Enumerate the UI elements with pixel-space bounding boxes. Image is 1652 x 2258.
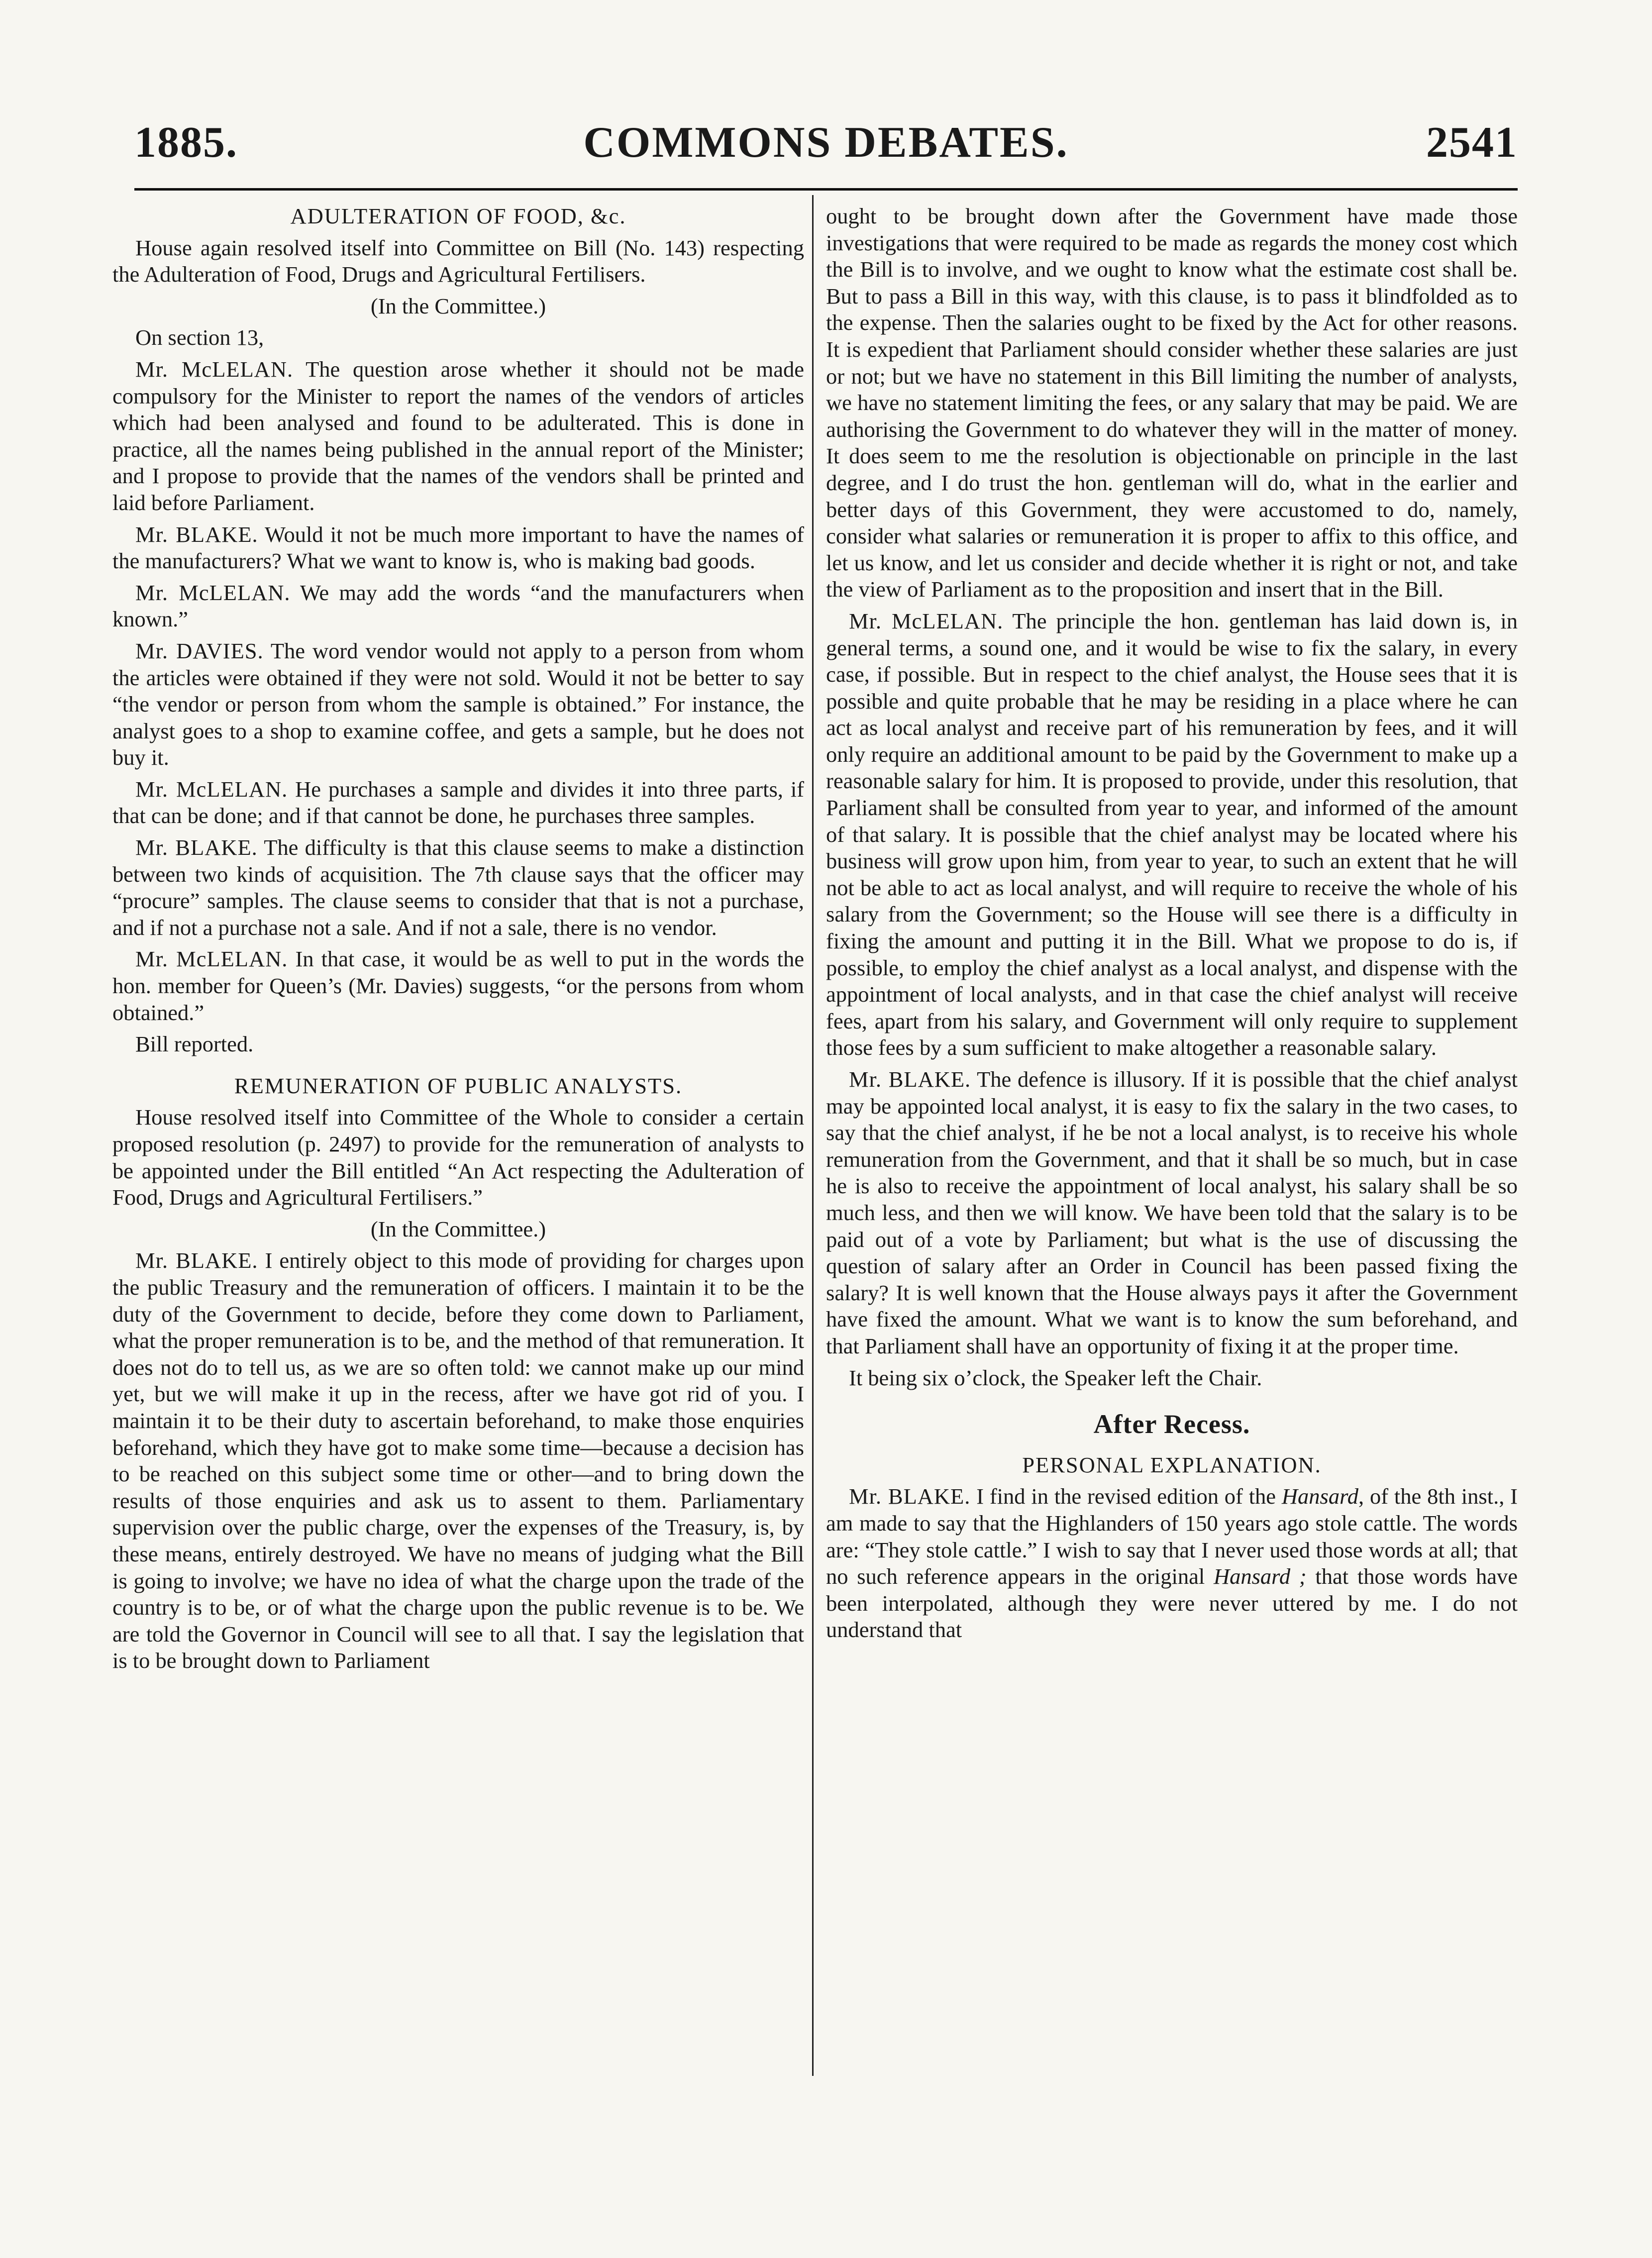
speech-text: , of the 8th inst., I am made to say that the Highlanders of 150 years ago stole cattle. The words are: “They stole cattle.” I wish to say that I never used those words at all; that no such reference appears in the original — [826, 1484, 1518, 1589]
speaker-name: Mr. McLELAN. — [135, 776, 288, 802]
speech — [112, 1247, 804, 1674]
speech-text: The difficulty is that this clause seems to make a distinction between two kinds of acquisition. The 7th clause says that the officer may “procure” samples. The clause seems to consider that that is not a purchase, and if not a purchase not a sale. And if not a sale, there is no vendor. — [112, 835, 805, 940]
speaker-left-chair: It being six o’clock, the Speaker left the Chair. — [849, 1365, 1262, 1390]
committee-note: (In the Committee.) — [370, 293, 546, 318]
speech-text: The defence is illusory. If it is possible that the chief analyst may be appointed local analyst, it is easy to fix the salary in the two cases, to say that the chief analyst, if he be not a local analyst, is to receive his whole remuneration from the Government, and that it shall be so much, but in case he is also to receive the appointment of local analyst, his salary shall be so much less, and then we will know. We have been told that the salary is to be paid out of a vote by Parliament; but what is the use of discussing the question of salary after an Order in Council has been passed fixing the salary? It is well known that the House always pays it after the Government have fixed the amount. What we want is to know the sum beforehand, and that Parliament shall have an opportunity of fixing it at the proper time. — [826, 1067, 1518, 1358]
speaker-name: Mr. BLAKE. — [135, 521, 258, 547]
speech-text: I entirely object to this mode of providing for charges upon the public Treasury and the remuneration of officers. I maintain it to be the duty of the Government to decide, before they come down to Parliament, what the proper remuneration is to be, and the method of that remuneration. It does not do to tell us, as we are so often told: we cannot make up our mind yet, but we will make it up in the recess, after we have got rid of you. I maintain it to be their duty to ascertain beforehand, to make those enquiries beforehand, which they have got to make some time—because a decision has to be reached on this subject some time or other—and to bring down the results of those enquiries and ask us to assent to them. Parliamentary supervision over the public charge, over the expenses of the Treasury, is, by these means, entirely destroyed. We have no means of judging what the Bill is going to involve; we have no idea of what the charge upon the trade of the country is to be, or of what the charge upon the public revenue is to be. We are told the Governor in Council will see to all that. I say the legislation that is to be brought down to Parliament — [112, 1248, 804, 1673]
speaker-name: Mr. McLELAN. — [849, 608, 1004, 633]
speech-text: that those words have been interpolated, although they were never uttered by me. I do not understand that — [826, 1564, 1518, 1642]
speech-text: I find in the revised edition of the — [976, 1484, 1282, 1509]
header-rule — [134, 188, 1518, 191]
speech-text: We may add the words “and the manufacturers when known.” — [112, 580, 804, 632]
speech — [826, 1066, 1518, 1360]
speech — [112, 580, 804, 633]
speech-text: The principle the hon. gentleman has laid down is, in general terms, a sound one, and it would be wise to fix the salary, in every case, if possible. But in respect to the chief analyst, the House sees that it is possible and quite probable that he may be residing in a place where he can act as local analyst and receive part of his remuneration by fees, and it will only require an additional amount to be paid by the Government to make up a reasonable salary for him. It is proposed to provide, under this resolution, that Parliament shall be consulted from year to year, and informed of the amount of that salary. It is possible that the chief analyst may be located where his business will grow upon him, from year to year, to such an extent that he will not be able to act as local analyst, and will require to receive the whole of his salary from the Government; so the House will see there is a difficulty in fixing the amount and putting it in the Bill. What we propose to do is, if possible, to employ the chief analyst as a local analyst, and dispense with the appointment of local analysts, and in that case the chief analyst will receive fees, apart from his salary, and Government will only require to supplement those fees by a sum sufficient to make altogether a reasonable salary. — [826, 608, 1518, 1060]
speech — [112, 946, 804, 1026]
left-column — [112, 203, 804, 1679]
remuneration-intro: House resolved itself into Committee of the Whole to consider a certain proposed resolution (p. 2497) to provide for the remuneration of analysts to be appointed under the Bill entitled “An Act respecting the Adulteration of Food, Drugs and Agricultural Fertilisers.” — [112, 1105, 804, 1210]
speaker-name: Mr. McLELAN. — [135, 580, 291, 605]
section-heading-personal-explanation: PERSONAL EXPLANATION. — [1022, 1452, 1322, 1477]
committee-note: (In the Committee.) — [370, 1216, 546, 1241]
section-heading-adulteration: ADULTERATION OF FOOD, &c. — [290, 204, 626, 228]
header-year: 1885. — [134, 118, 238, 167]
header-page-number: 2541 — [1426, 118, 1518, 167]
hansard-italic: Hansard ; — [1213, 1564, 1307, 1589]
hansard-italic: Hansard — [1281, 1484, 1359, 1509]
speech — [112, 776, 804, 829]
speech — [112, 356, 804, 516]
speech — [112, 638, 804, 771]
header-title: COMMONS DEBATES. — [583, 118, 1069, 167]
speaker-name: Mr. BLAKE. — [849, 1484, 971, 1509]
speech-text: The question arose whether it should not be made compulsory for the Minister to report the names of the vendors of articles which had been analysed and found to be adulterated. This is done in practice, all the names being published in the annual report of the Minister; and I propose to provide that the names of the vendors shall be printed and laid before Parliament. — [112, 356, 804, 515]
speech — [826, 1483, 1518, 1643]
speech-text: In that case, it would be as well to put in the words the hon. member for Queen’s (Mr. Davies) suggests, “or the persons from whom obtained.” — [112, 946, 805, 1025]
column-divider — [812, 195, 814, 2076]
speech — [112, 834, 804, 941]
speaker-name: Mr. DAVIES. — [135, 638, 264, 663]
speaker-name: Mr. BLAKE. — [849, 1067, 971, 1092]
speech — [826, 608, 1518, 1061]
right-column — [826, 203, 1518, 1648]
section-note: On section 13, — [135, 325, 264, 350]
section-heading-remuneration: REMUNERATION OF PUBLIC ANALYSTS. — [234, 1073, 683, 1098]
adulteration-intro: House again resolved itself into Committee on Bill (No. 143) respecting the Adulteration of Food, Drugs and Agricultural Fertilisers. — [112, 235, 804, 287]
speech-text: Would it not be much more important to have the names of the manufacturers? What we want to know is, who is making bad goods. — [112, 521, 805, 574]
speech — [112, 521, 804, 575]
speaker-name: Mr. BLAKE. — [135, 835, 258, 860]
after-recess-heading: After Recess. — [1093, 1409, 1250, 1439]
speaker-name: Mr. McLELAN. — [135, 946, 288, 972]
speech-text: The word vendor would not apply to a person from whom the articles were obtained if they were not sold. Would it not be better to say “the vendor or person from whom the sample is obtained.” For instance, the analyst goes to a shop to examine coffee, and gets a sample, but he does not buy it. — [112, 638, 804, 770]
speech-text: He purchases a sample and divides it into three parts, if that can be done; and if that cannot be done, he purchases three samples. — [112, 776, 805, 828]
speaker-name: Mr. McLELAN. — [135, 356, 294, 382]
speaker-name: Mr. BLAKE. — [135, 1248, 258, 1273]
bill-reported: Bill reported. — [135, 1031, 254, 1057]
speech-continuation: ought to be brought down after the Government have made those investigations that were required to be made as regards the money cost which the Bill is to involve, and we ought to know what the estimate cost shall be. But to pass a Bill in this way, with this clause, is to pass it blindfolded as to the expense. Then the salaries ought to be fixed by the Act for other reasons. It is expedient that Parliament should consider whether these salaries are just or not; but we have no statement in this Bill limiting the number of analysts, we have no statement limiting the fees, or any salary that may be paid. We are authorising the Government to do whatever they will in the matter of money. It does seem to me the resolution is objectionable on principle in the last degree, and I do trust the hon. gentleman will do, what in the earlier and better days of this Government, they were accustomed to do, namely, consider what salaries or remuneration it is proper to affix to this office, and let us know, and let us consider and decide whether it is right or not, and take the view of Parliament as to the proposition and insert that in the Bill. — [826, 204, 1518, 602]
page-header — [134, 117, 1518, 172]
